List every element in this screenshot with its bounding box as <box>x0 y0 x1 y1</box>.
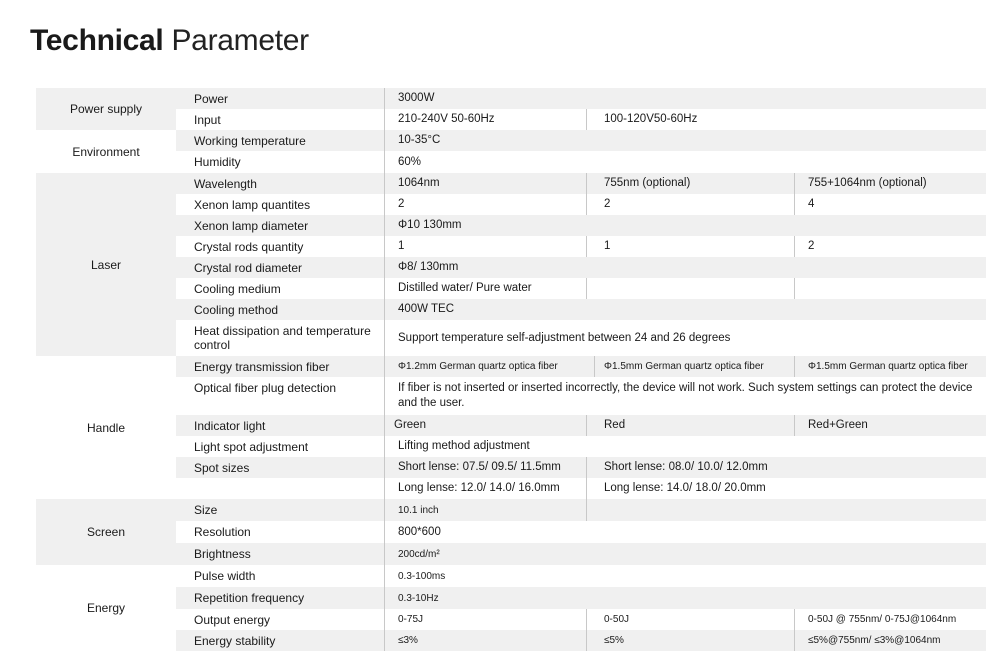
page-title <box>30 24 309 58</box>
table-row <box>176 499 986 521</box>
row-value: 800*600 <box>398 525 441 538</box>
row-label: Crystal rods quantity <box>194 239 304 254</box>
table-row <box>176 415 986 436</box>
row-value: 3000W <box>398 92 435 104</box>
row-value: If fiber is not inserted or inserted incorrectly, the device will not work. Such system settings can protect the device and the user. <box>398 382 973 409</box>
table-row <box>176 320 986 356</box>
row-value: 100-120V50-60Hz <box>604 113 698 125</box>
table-row <box>176 587 986 609</box>
table-row <box>176 356 986 377</box>
row-value: 0-50J @ 755nm/ 0-75J@1064nm <box>808 614 957 625</box>
row-value: Φ1.2mm German quartz optica fiber <box>398 361 558 372</box>
row-label: Brightness <box>194 547 251 561</box>
row-value: 755+1064nm (optional) <box>808 177 927 189</box>
table-row <box>176 236 986 257</box>
row-label: Humidity <box>194 155 241 169</box>
table-row <box>176 130 986 151</box>
row-label: Spot sizes <box>194 460 250 475</box>
row-value: ≤5%@755nm/ ≤3%@1064nm <box>808 635 941 646</box>
row-label: Input <box>194 112 221 127</box>
row-label: Xenon lamp diameter <box>194 218 309 233</box>
row-value: Φ1.5mm German quartz optica fiber <box>604 361 764 372</box>
table-row <box>176 565 986 587</box>
table-row <box>176 151 986 173</box>
row-label: Wavelength <box>194 176 257 191</box>
table-row <box>176 194 986 215</box>
row-value: 755nm (optional) <box>604 177 691 189</box>
row-value: 60% <box>398 155 422 168</box>
row-value: 1 <box>398 240 405 252</box>
table-row <box>176 436 986 457</box>
spec-table <box>36 88 986 651</box>
table-row <box>176 88 986 109</box>
table-row <box>176 630 986 651</box>
row-value: 4 <box>808 198 815 210</box>
row-value: Φ1.5mm German quartz optica fiber <box>808 361 968 372</box>
row-value: ≤5% <box>604 635 624 646</box>
category-screen: Screen <box>36 499 176 565</box>
row-value: Long lense: 14.0/ 18.0/ 20.0mm <box>604 482 766 494</box>
row-value: 0.3-10Hz <box>398 592 439 604</box>
category-laser: Laser <box>36 173 176 356</box>
row-value: 1 <box>604 240 611 252</box>
row-value: Distilled water/ Pure water <box>398 282 532 294</box>
row-label: Pulse width <box>194 569 256 583</box>
row-label: Output energy <box>194 612 271 627</box>
row-label: Crystal rod diameter <box>194 260 303 275</box>
row-value: Short lense: 08.0/ 10.0/ 12.0mm <box>604 461 768 473</box>
row-value: Φ10 130mm <box>398 219 462 231</box>
row-value: Red <box>604 419 626 431</box>
row-value: Support temperature self-adjustment between 24 and 26 degrees <box>398 331 731 344</box>
row-label: Energy transmission fiber <box>194 359 330 374</box>
table-row <box>176 109 986 130</box>
row-value: Long lense: 12.0/ 14.0/ 16.0mm <box>398 482 560 494</box>
row-value: 1064nm <box>398 177 440 189</box>
table-row <box>176 173 986 194</box>
row-value: Lifting method adjustment <box>398 440 530 452</box>
row-label <box>194 478 384 499</box>
table-row <box>176 278 986 299</box>
row-label: Cooling medium <box>194 281 281 296</box>
table-row <box>176 521 986 543</box>
row-value: Red+Green <box>808 419 868 431</box>
row-value: Short lense: 07.5/ 09.5/ 11.5mm <box>398 461 561 473</box>
row-value: Green <box>394 419 426 431</box>
row-value: 210-240V 50-60Hz <box>398 113 495 125</box>
row-value: 0.3-100ms <box>398 570 446 582</box>
row-label: Optical fiber plug detection <box>194 381 337 395</box>
row-label: Indicator light <box>194 418 266 433</box>
row-value: 200cd/m² <box>398 548 440 560</box>
row-value: 10.1 inch <box>398 504 439 516</box>
row-value: 2 <box>398 198 405 210</box>
category-environment: Environment <box>36 130 176 173</box>
row-value: 10-35°C <box>398 134 441 146</box>
table-row <box>176 257 986 278</box>
category-energy: Energy <box>36 565 176 651</box>
row-label: Cooling method <box>194 302 279 317</box>
row-label: Power <box>194 91 229 106</box>
row-value: 0-50J <box>604 614 630 625</box>
category-handle: Handle <box>36 356 176 499</box>
title-bold: Technical <box>30 24 164 57</box>
row-label: Resolution <box>194 525 251 539</box>
table-row <box>176 377 986 415</box>
row-label: Xenon lamp quantites <box>194 197 311 212</box>
row-value: 0-75J <box>398 614 424 625</box>
row-value: Φ8/ 130mm <box>398 261 459 273</box>
row-value: 2 <box>808 240 815 252</box>
title-light: Parameter <box>171 24 309 57</box>
table-row <box>176 478 986 499</box>
row-label: Size <box>194 503 218 517</box>
row-value: ≤3% <box>398 635 418 646</box>
row-value: 2 <box>604 198 611 210</box>
category-power-supply: Power supply <box>36 88 176 130</box>
table-row <box>176 609 986 630</box>
row-label: Working temperature <box>194 133 306 148</box>
row-label: Repetition frequency <box>194 591 305 605</box>
table-row <box>176 543 986 565</box>
row-label: Energy stability <box>194 633 276 648</box>
row-value: 400W TEC <box>398 303 455 315</box>
table-row <box>176 299 986 320</box>
table-row <box>176 457 986 478</box>
row-label: Light spot adjustment <box>194 439 309 454</box>
row-label: Heat dissipation and temperature control <box>194 324 371 352</box>
table-row <box>176 215 986 236</box>
